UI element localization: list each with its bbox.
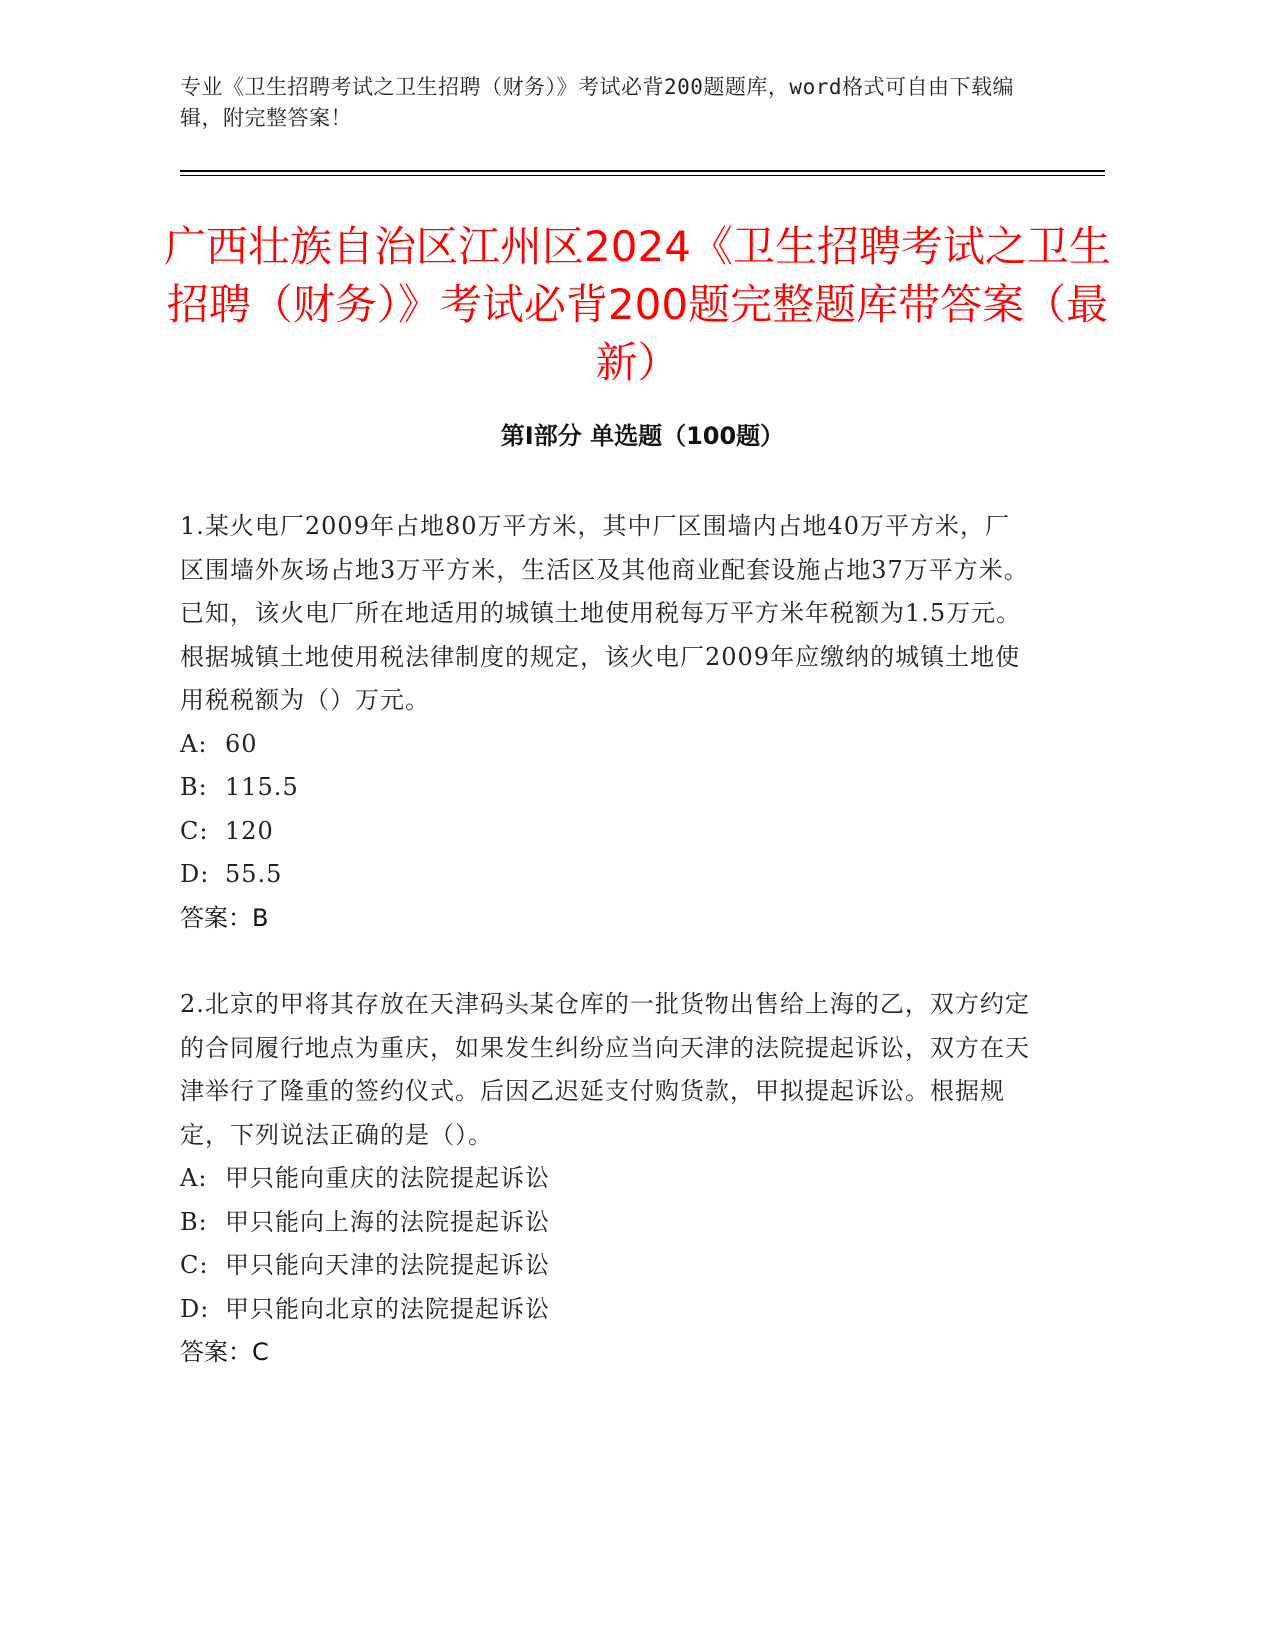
option-value: 115.5 bbox=[225, 773, 299, 801]
answer-line: 答案：B bbox=[180, 903, 269, 932]
answer-line: 答案：C bbox=[180, 1338, 269, 1366]
option-a bbox=[180, 1157, 1030, 1201]
option-value: 甲只能向北京的法院提起诉讼 bbox=[225, 1294, 550, 1323]
option-value: 甲只能向上海的法院提起诉讼 bbox=[225, 1207, 550, 1236]
option-a bbox=[180, 723, 1030, 767]
option-key: C: bbox=[180, 1251, 209, 1279]
header-note: 专业《卫生招聘考试之卫生招聘（财务）》考试必背200题题库，word格式可自由下载编辑，附完整答案！ bbox=[180, 75, 1014, 130]
option-value: 120 bbox=[225, 816, 274, 845]
question-text: 1.某火电厂2009年占地80万平方米，其中厂区围墙内占地40万平方米，厂区围墙外灰场占地3万平方米，生活区及其他商业配套设施占地37万平方米。已知，该火电厂所在地适用的城镇土地使用税每万平方米年税额为1.5万元。根据城镇土地使用税法律制度的规定，该火电厂2009年应缴纳的城镇土地使用税税额为（）万元。 bbox=[180, 512, 1029, 714]
option-value: 60 bbox=[225, 729, 258, 758]
option-key: A: bbox=[180, 1164, 208, 1192]
option-c bbox=[180, 1244, 1030, 1288]
option-key: A: bbox=[180, 729, 208, 758]
option-key: D: bbox=[180, 860, 210, 888]
question-2 bbox=[180, 983, 1030, 1375]
header-divider-thick bbox=[180, 170, 1105, 172]
option-b bbox=[180, 766, 1030, 810]
header-divider-thin bbox=[180, 175, 1105, 176]
option-d bbox=[180, 853, 1030, 897]
section-title: 第Ⅰ部分 单选题（100题） bbox=[500, 422, 785, 450]
option-value: 甲只能向重庆的法院提起诉讼 bbox=[225, 1164, 550, 1192]
option-key: C: bbox=[180, 816, 209, 845]
option-b bbox=[180, 1201, 1030, 1245]
option-value: 甲只能向天津的法院提起诉讼 bbox=[225, 1251, 550, 1279]
option-key: B: bbox=[180, 773, 208, 801]
question-text: 2.北京的甲将其存放在天津码头某仓库的一批货物出售给上海的乙，双方约定的合同履行地点为重庆，如果发生纠纷应当向天津的法院提起诉讼，双方在天津举行了隆重的签约仪式。后因乙迟延支付购货款，甲拟提起诉讼。根据规定，下列说法正确的是（）。 bbox=[180, 990, 1030, 1149]
option-key: D: bbox=[180, 1294, 210, 1323]
option-d bbox=[180, 1288, 1030, 1332]
document-title: 广西壮族自治区江州区2024《卫生招聘考试之卫生招聘（财务）》考试必背200题完整题库带答案（最新） bbox=[164, 222, 1111, 387]
option-c bbox=[180, 810, 1030, 854]
option-key: B: bbox=[180, 1207, 208, 1236]
option-value: 55.5 bbox=[225, 860, 283, 888]
question-1 bbox=[180, 505, 1030, 940]
